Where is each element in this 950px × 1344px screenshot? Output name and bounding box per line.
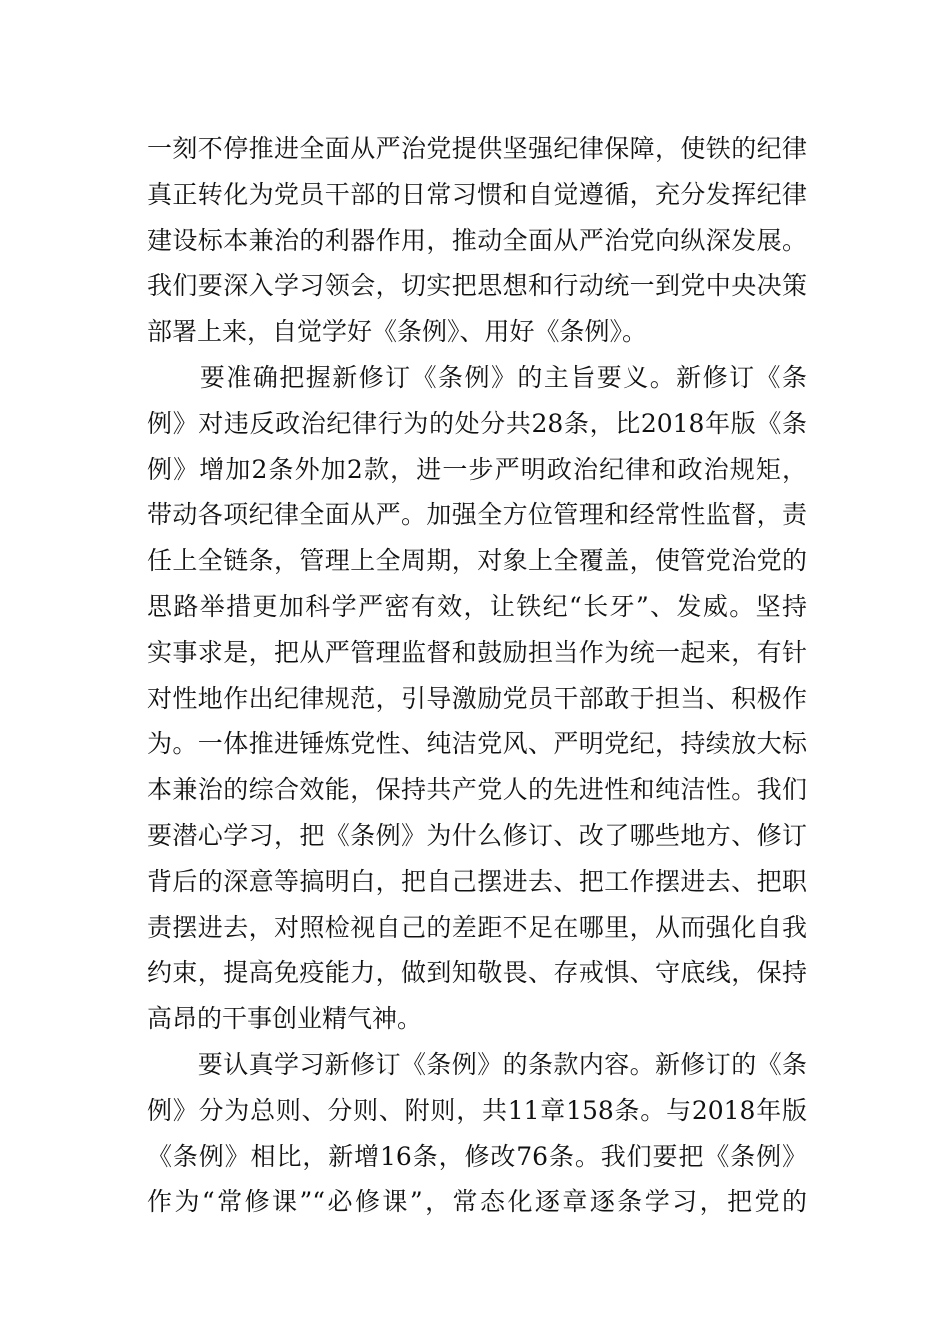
text-line: 例》增加2条外加2款，进一步严明政治纪律和政治规矩， — [147, 454, 807, 484]
text-line: 作为“常修课”“必修课”，常态化逐章逐条学习，把党的 — [147, 1187, 807, 1217]
text-line: 要潜心学习，把《条例》为什么修订、改了哪些地方、修订 — [147, 820, 807, 850]
paragraph-3 — [147, 1042, 807, 1225]
document-body — [147, 126, 807, 1225]
text-line: 对性地作出纪律规范，引导激励党员干部敢于担当、积极作 — [147, 683, 807, 713]
text-line: 为。一体推进锤炼党性、纯洁党风、严明党纪，持续放大标 — [147, 729, 807, 759]
text-line: 我们要深入学习领会，切实把思想和行动统一到党中央决策 — [147, 271, 807, 301]
text-line: 高昂的干事创业精气神。 — [147, 1004, 423, 1034]
text-line: 带动各项纪律全面从严。加强全方位管理和经常性监督，责 — [147, 500, 807, 530]
text-line: 要准确把握新修订《条例》的主旨要义。新修订《条 — [147, 362, 807, 392]
text-line: 约束，提高免疫能力，做到知敬畏、存戒惧、守底线，保持 — [147, 958, 807, 988]
text-line: 要认真学习新修订《条例》的条款内容。新修订的《条 — [147, 1049, 807, 1079]
text-line: 例》对违反政治纪律行为的处分共28条，比2018年版《条 — [147, 408, 807, 438]
text-line: 部署上来，自觉学好《条例》、用好《条例》。 — [147, 317, 648, 347]
paragraph-2 — [147, 355, 807, 1042]
text-line: 背后的深意等搞明白，把自己摆进去、把工作摆进去、把职 — [147, 866, 807, 896]
text-line: 《条例》相比，新增16条，修改76条。我们要把《条例》 — [147, 1141, 807, 1171]
text-line: 一刻不停推进全面从严治党提供坚强纪律保障，使铁的纪律 — [147, 134, 807, 163]
text-line: 建设标本兼治的利器作用，推动全面从严治党向纵深发展。 — [147, 225, 807, 255]
text-line: 任上全链条，管理上全周期，对象上全覆盖，使管党治党的 — [147, 546, 807, 576]
text-line: 真正转化为党员干部的日常习惯和自觉遵循，充分发挥纪律 — [147, 179, 807, 209]
text-line: 例》分为总则、分则、附则，共11章158条。与2018年版 — [147, 1095, 807, 1125]
text-line: 实事求是，把从严管理监督和鼓励担当作为统一起来，有针 — [147, 637, 807, 667]
text-line: 责摆进去，对照检视自己的差距不足在哪里，从而强化自我 — [147, 912, 807, 942]
paragraph-1 — [147, 126, 807, 355]
text-line: 本兼治的综合效能，保持共产党人的先进性和纯洁性。我们 — [147, 775, 807, 805]
text-line: 思路举措更加科学严密有效，让铁纪“长牙”、发威。坚持 — [147, 591, 807, 621]
